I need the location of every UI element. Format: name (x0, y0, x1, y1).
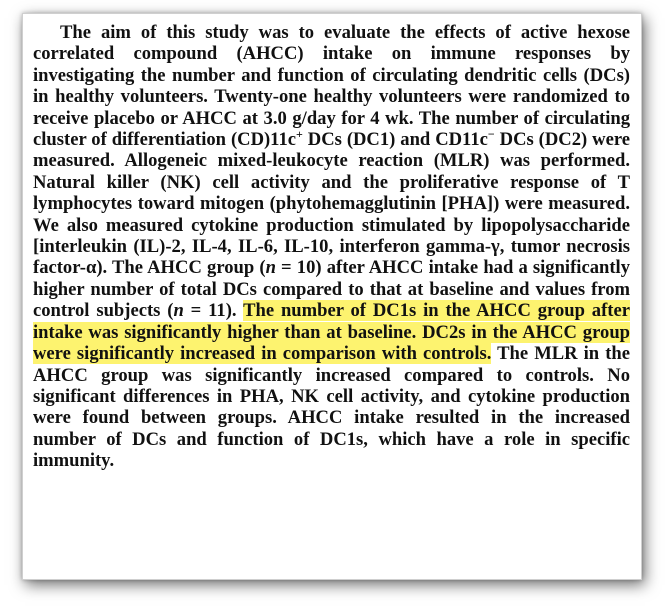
highlighted-finding: The number of DC1s in the AHCC group after intake was significantly higher than at baseline. DC2s in the AHCC group were significantly increased in comparison with controls. (33, 300, 630, 365)
abstract-text-part6: The MLR in the AHCC group was significantly increased compared to controls. No significant differences in PHA, NK cell activity, and cytokine production were found between groups. AHCC intake resulted in the increased number of DCs and function of DC1s, which have a role in specific immunity. (33, 343, 630, 472)
abstract-text-part1: The aim of this study was to evaluate the effects of active hexose correlated compound (AHCC) intake on immune responses by investigating the number and function of circulating dendritic cells (DCs) in healthy volunteers. Twenty-one healthy volunteers were randomized to receive placebo or AHCC at 3.0 g/day for 4 wk. The number of circulating cluster of differentiation (CD)11c (33, 22, 630, 151)
abstract-text-part4: = 10) after AHCC intake had a significantly higher number of total DCs compared to that at baseline and values from control subjects ( (33, 257, 630, 322)
cd11c-positive-superscript: + (296, 127, 303, 142)
cd11c-negative-superscript: − (487, 127, 495, 142)
abstract-text-part3: DCs (DC2) were measured. Allogeneic mixed-leukocyte reaction (MLR) was performed. Natural killer (NK) cell activity and the proliferative response of T lymphocytes toward mitogen (phytohemagglutinin [PHA]) were measured. We also measured cytokine production stimulated by lipopolysaccharide [interleukin (IL)-2, IL-4, IL-6, IL-10, interferon gamma-γ, tumor necrosis factor-α). The AHCC group ( (33, 129, 630, 279)
abstract-text-part2: DCs (DC1) and CD11c (302, 129, 488, 151)
sample-size-n-ahcc: n (265, 257, 276, 279)
abstract-paragraph (33, 22, 630, 472)
abstract-text-part5: = 11). (183, 300, 244, 322)
sample-size-n-control: n (173, 300, 184, 322)
